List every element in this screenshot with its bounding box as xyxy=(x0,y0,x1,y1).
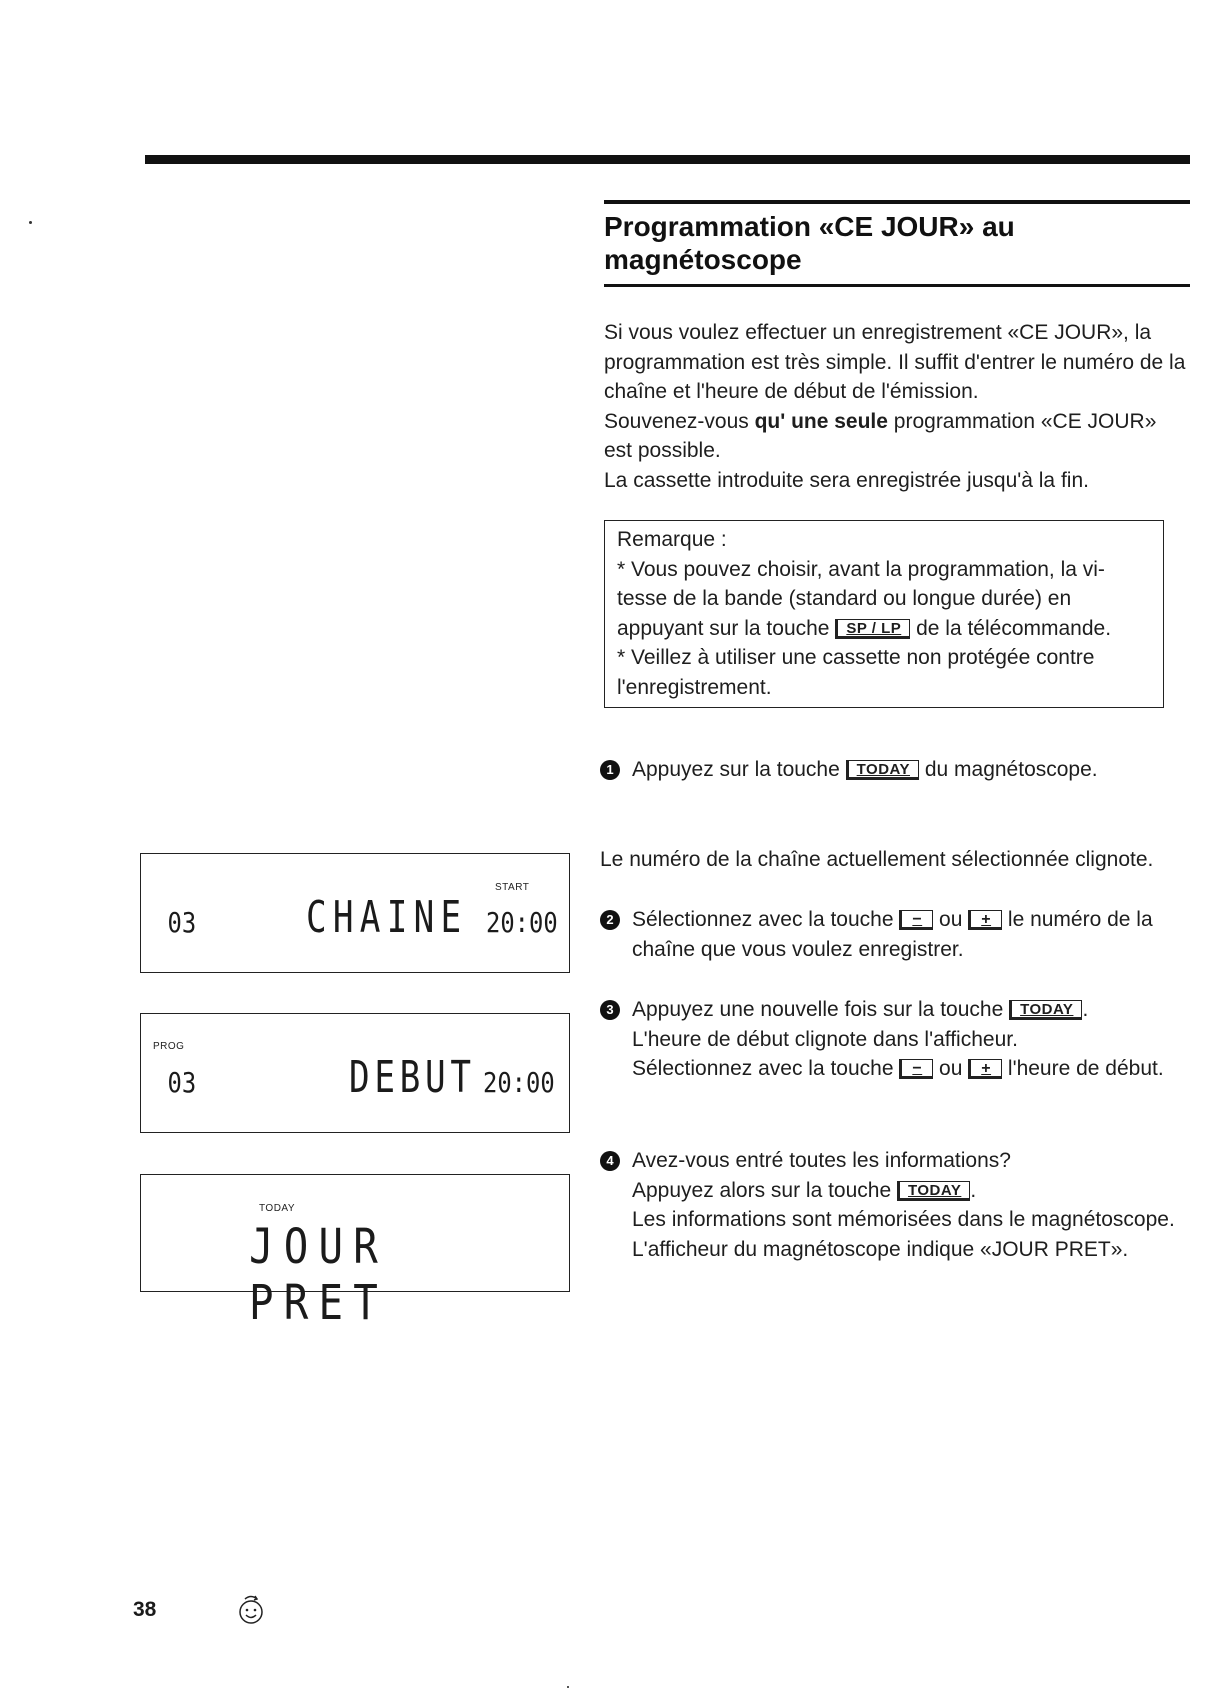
lcd-display-chaine xyxy=(140,853,570,973)
step-2-body xyxy=(632,905,1190,964)
lcd-time: 20:00 xyxy=(483,1066,555,1099)
plus-key: + xyxy=(968,910,1002,930)
step-1-b: du magnétoscope. xyxy=(919,758,1098,781)
lcd-today-label: TODAY xyxy=(259,1203,296,1214)
note-line2: * Veillez à utiliser une cassette non protégée contre l'enregistrement. xyxy=(617,646,1095,699)
step-3-l3-b: l'heure de début. xyxy=(1002,1057,1164,1080)
step-4 xyxy=(600,1146,1190,1264)
intro-p2-a: Souvenez-vous xyxy=(604,409,755,433)
step-4-number: 4 xyxy=(600,1151,620,1171)
intro-text xyxy=(604,318,1190,495)
intro-p2-bold: qu' une seule xyxy=(754,409,888,433)
footer-dot xyxy=(567,1686,569,1688)
title-line2: magnétoscope xyxy=(604,244,802,275)
step-3 xyxy=(600,995,1190,1084)
intro-p3: La cassette introduite sera enregistrée jusqu'à la fin. xyxy=(604,468,1089,492)
intro-p2 xyxy=(604,407,1190,466)
plus-key: + xyxy=(968,1059,1002,1079)
step-1-number: 1 xyxy=(600,760,620,780)
step-4-l2-a: Appuyez alors sur la touche xyxy=(632,1178,897,1202)
step-2-b: le numéro de la chaîne que vous voulez enregistrer. xyxy=(632,908,1153,961)
note-line1 xyxy=(617,555,1151,644)
lcd-channel: 03 xyxy=(167,1066,197,1099)
step-2-mid: ou xyxy=(933,908,969,931)
step-2-number: 2 xyxy=(600,910,620,930)
today-key: TODAY xyxy=(846,760,919,780)
note-line1-a: * Vous pouvez choisir, avant la programmation, la vi-tesse de la bande (standard ou longue durée) en appuyant sur la touche xyxy=(617,557,1105,640)
lcd-word: DEBUT xyxy=(349,1052,476,1103)
language-face-icon xyxy=(236,1592,266,1626)
lcd-word: JOUR PRET xyxy=(249,1219,389,1331)
step-4-body xyxy=(632,1146,1190,1264)
step-4-l1: Avez-vous entré toutes les informations? xyxy=(632,1149,1011,1172)
minus-key: − xyxy=(899,910,933,930)
step-3-l2: L'heure de début clignote dans l'afficheur. xyxy=(632,1027,1018,1051)
today-key: TODAY xyxy=(897,1181,970,1201)
splp-key: SP / LP xyxy=(835,619,910,639)
blink-note: Le numéro de la chaîne actuellement sélectionnée clignote. xyxy=(600,848,1154,871)
lcd-display-jour-pret xyxy=(140,1174,570,1331)
section-heading xyxy=(604,200,1190,287)
step-3-a: Appuyez une nouvelle fois sur la touche xyxy=(632,998,1010,1021)
page-number: 38 xyxy=(133,1598,157,1621)
stray-dot xyxy=(29,221,32,224)
today-key: TODAY xyxy=(1009,1000,1082,1020)
step-3-body xyxy=(632,995,1190,1084)
heading-rule-top xyxy=(604,200,1190,204)
step-3-l3-a: Sélectionnez avec la touche xyxy=(632,1057,900,1080)
lcd-time: 20:00 xyxy=(486,906,558,939)
note-title: Remarque : xyxy=(617,528,727,551)
lcd-display-debut xyxy=(140,1013,570,1133)
intro-p1: Si vous voulez effectuer un enregistrement «CE JOUR», la programmation est très simple. Il suffit d'entrer le numéro de la chaîne et l'heure de début de l'émission. xyxy=(604,321,1186,403)
step-1-body xyxy=(632,755,1190,785)
step-1 xyxy=(600,755,1190,785)
top-rule xyxy=(145,155,1190,164)
step-3-mid: ou xyxy=(933,1057,969,1080)
lcd-prog-label: PROG xyxy=(153,1041,185,1052)
lcd-start-label: START xyxy=(495,882,530,893)
note-line1-b: de la télécommande. xyxy=(910,616,1112,640)
title-line1: Programmation «CE JOUR» au xyxy=(604,211,1015,242)
step-1-a: Appuyez sur la touche xyxy=(632,758,846,781)
intro-p2-b: programmation «CE JOUR» est possible. xyxy=(604,409,1157,462)
step-4-l3: Les informations sont mémorisées dans le magnétoscope. L'afficheur du magnétoscope indique «JOUR PRET». xyxy=(632,1208,1175,1261)
page-title xyxy=(604,210,1190,276)
note-box xyxy=(604,520,1164,708)
minus-key: − xyxy=(899,1059,933,1079)
step-3-b: . xyxy=(1082,998,1089,1021)
lcd-channel: 03 xyxy=(167,906,197,939)
lcd-word: CHAINE xyxy=(306,892,468,943)
step-2-a: Sélectionnez avec la touche xyxy=(632,908,900,931)
heading-rule-bottom xyxy=(604,284,1190,287)
step-4-l2-b: . xyxy=(970,1178,977,1202)
step-2 xyxy=(600,905,1190,964)
step-3-number: 3 xyxy=(600,1000,620,1020)
